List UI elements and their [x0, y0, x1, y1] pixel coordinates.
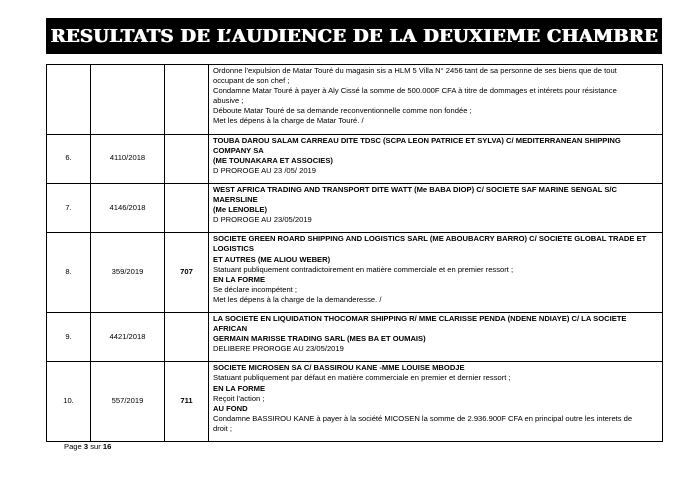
case-text-line: Déboute Matar Touré de sa demande reconventionnelle comme non fondée ; — [213, 106, 472, 116]
results-table-body — [47, 65, 663, 442]
case-text-line: occupant de son chef ; — [213, 76, 290, 86]
case-text-line: DELIBERE PROROGE AU 23/05/2019 — [213, 344, 344, 354]
case-details — [209, 183, 663, 232]
case-heading-line: TOUBA DAROU SALAM CARREAU DITE TDSC (SCPA LEON PATRICE ET SYLVA) C/ MEDITERRANEAN SHIPPING COMPANY SA — [213, 135, 621, 155]
case-details — [209, 312, 663, 361]
case-heading-line: (ME TOUNAKARA ET ASSOCIES) — [213, 155, 333, 165]
case-heading-line: SOCIETE GREEN ROARD SHIPPING AND LOGISTICS SARL (ME ABOUBACRY BARRO) C/ SOCIETE GLOBAL TRADE ET LOGISTICS — [213, 234, 647, 254]
decision-number — [165, 134, 209, 183]
footer-middle: sur — [88, 442, 103, 451]
row-spacer — [213, 176, 658, 181]
row-number: 10. — [47, 362, 91, 442]
case-text-line: Ordonne l’expulsion de Matar Touré du magasin sis a HLM 5 Villa N° 2456 tant de sa personne de ses biens que de tout — [213, 66, 617, 75]
case-text-line: Se déclare incompétent ; — [213, 284, 298, 294]
table-row — [47, 362, 663, 442]
case-text-line: Met les dépens à la charge de la demanderesse. / — [213, 294, 382, 304]
row-number — [47, 65, 91, 135]
case-text-line: abusive ; — [213, 96, 244, 106]
case-text-line: Statuant publiquement contradictoirement en matière commerciale et en premier ressort ; — [213, 264, 514, 274]
row-spacer — [213, 305, 658, 310]
case-text-line: Statuant publiquement par défaut en matière commerciale en premier et dernier ressort ; — [213, 373, 511, 383]
case-text-line: droit ; — [213, 423, 232, 433]
decision-number — [165, 312, 209, 361]
row-number: 7. — [47, 183, 91, 232]
case-heading-line: LA SOCIETE EN LIQUIDATION THOCOMAR SHIPPING R/ MME CLARISSE PENDA (NDENE NDIAYE) C/ LA SOCIETE AFRICAN — [213, 313, 627, 334]
table-row — [47, 312, 663, 361]
page-footer — [64, 442, 111, 451]
table-row — [47, 233, 663, 313]
case-heading-line: SOCIETE MICROSEN SA C/ BASSIROU KANE -MME LOUISE MBODJE — [213, 363, 465, 373]
case-text-line: Condamne Matar Touré à payer à Aly Cissé la somme de 500.000F CFA à titre de dommages et intérets pour résistance — [213, 86, 617, 96]
case-heading-line: AU FOND — [213, 403, 248, 413]
case-text-line: D PROROGE AU 23/05/2019 — [213, 215, 312, 225]
page-title-banner — [46, 18, 662, 54]
table-row — [47, 134, 663, 183]
case-heading-line: WEST AFRICA TRADING AND TRANSPORT DITE WATT (Me BABA DIOP) C/ SOCIETE SAF MARINE SENGAL S/C MAERSLINE — [213, 184, 618, 205]
case-heading-line: (Me LENOBLE) — [213, 205, 267, 215]
footer-page-total: 16 — [102, 442, 112, 451]
case-heading-line: EN LA FORME — [213, 274, 266, 284]
case-text-line: Reçoit l’action ; — [213, 393, 265, 403]
case-heading-line: GERMAIN MARISSE TRADING SARL (MES BA ET OUMAIS) — [213, 334, 426, 344]
case-number: 359/2019 — [91, 233, 165, 313]
table-row — [47, 65, 663, 135]
case-details — [209, 362, 663, 442]
case-heading-line: ET AUTRES (ME ALIOU WEBER) — [213, 254, 331, 264]
case-number: 4421/2018 — [91, 312, 165, 361]
case-text-line: Met les dépens à la charge de Matar Touré. / — [213, 116, 364, 126]
decision-number: 711 — [165, 362, 209, 442]
row-number: 9. — [47, 312, 91, 361]
case-number: 4110/2018 — [91, 134, 165, 183]
table-row — [47, 183, 663, 232]
footer-prefix: Page — [64, 442, 84, 451]
row-spacer — [213, 127, 658, 132]
row-spacer — [213, 225, 658, 230]
row-number: 6. — [47, 134, 91, 183]
row-spacer — [213, 434, 658, 439]
case-details — [209, 233, 663, 313]
case-text-line: D PROROGE AU 23 /05/ 2019 — [213, 165, 316, 175]
case-number: 4146/2018 — [91, 183, 165, 232]
case-number — [91, 65, 165, 135]
case-text-line: Condamne BASSIROU KANE à payer à la société MICOSEN la somme de 2.936.900F CFA en principal outre les interets de — [213, 413, 633, 423]
decision-number: 707 — [165, 233, 209, 313]
decision-number — [165, 65, 209, 135]
case-details — [209, 65, 663, 135]
row-spacer — [213, 354, 658, 359]
footer-page-number: 3 — [83, 442, 89, 451]
case-heading-line: EN LA FORME — [213, 383, 266, 393]
decision-number — [165, 183, 209, 232]
page-title: RESULTATS DE L’AUDIENCE DE LA DEUXIEME CHAMBRE — [50, 25, 658, 47]
results-table — [46, 64, 663, 442]
case-details — [209, 134, 663, 183]
row-number: 8. — [47, 233, 91, 313]
case-number: 557/2019 — [91, 362, 165, 442]
